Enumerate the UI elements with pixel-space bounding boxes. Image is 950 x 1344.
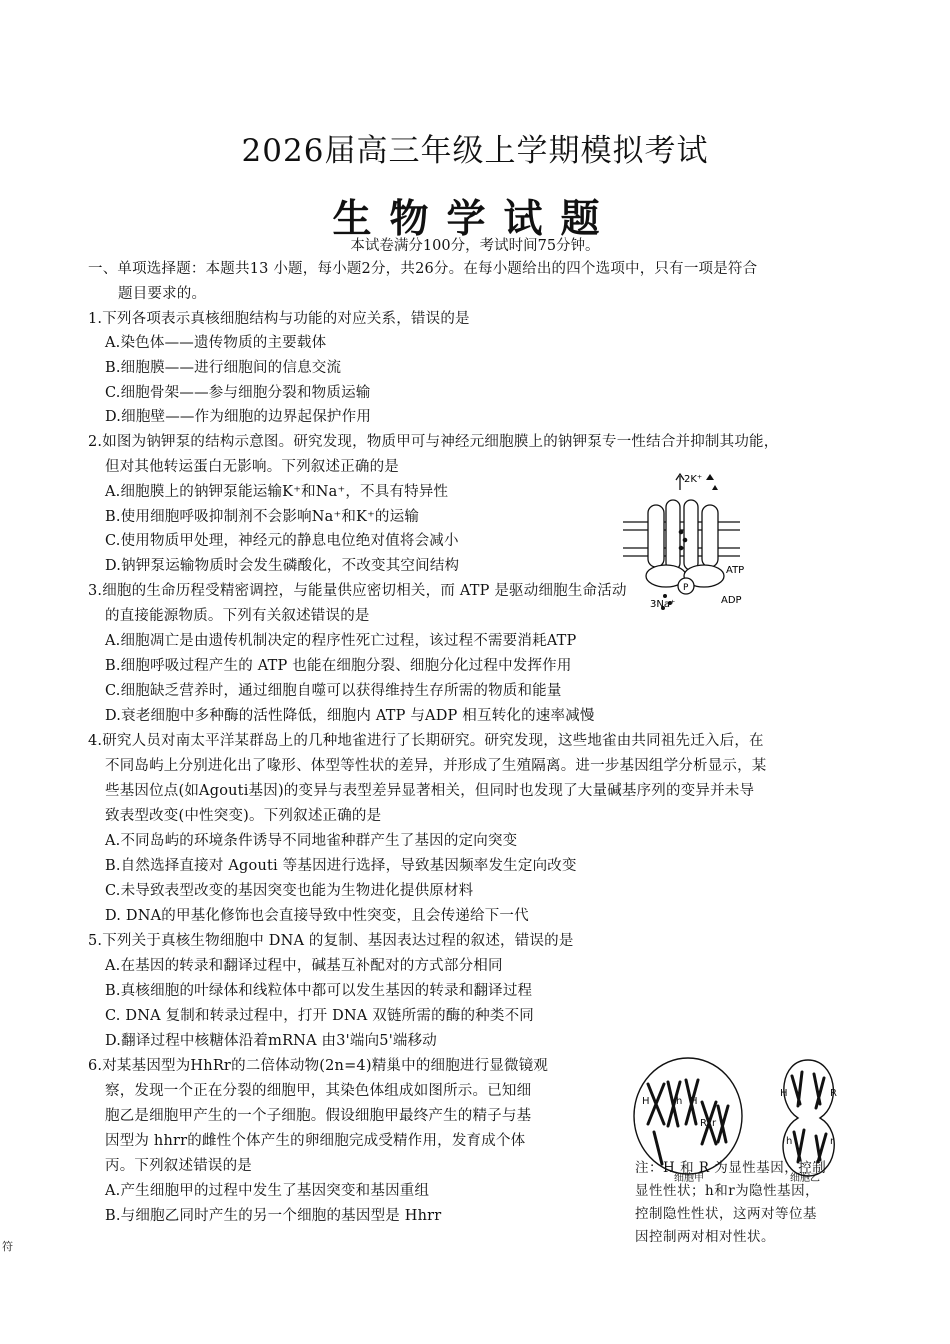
q2-option-b: B.使用细胞呼吸抑制剂不会影响Na⁺和K⁺的运输 [105, 509, 420, 525]
cell-a-gene-h1: H [642, 1096, 650, 1107]
q6-note-line2: 显性性状；h和r为隐性基因， [635, 1183, 820, 1199]
q6-stem-line3: 胞乙是细胞甲产生的一个子细胞。假设细胞甲最终产生的精子与基 [105, 1108, 532, 1124]
q6-note-line3: 控制隐性性状，这两对等位基 [635, 1206, 817, 1222]
q4-stem-line2: 不同岛屿上分别进化出了喙形、体型等性状的差异，并形成了生殖隔离。进一步基因组学分析显示，某 [105, 758, 767, 774]
pump-label-na: 3Na⁺ [650, 599, 676, 610]
q6-stem-line1: 6.对某基因型为HhRr的二倍体动物(2n=4)精巢中的细胞进行显微镜观 [88, 1058, 549, 1074]
q2-option-c: C.使用物质甲处理，神经元的静息电位绝对值将会减小 [105, 533, 459, 549]
q3-option-b: B.细胞呼吸过程产生的 ATP 也能在细胞分裂、细胞分化过程中发挥作用 [105, 658, 572, 674]
exam-title: 2026届高三年级上学期模拟考试 [241, 133, 709, 169]
q1-option-b: B.细胞膜——进行细胞间的信息交流 [105, 360, 342, 376]
cell-a-gene-r1: R [700, 1118, 707, 1129]
q1-option-d: D.细胞壁——作为细胞的边界起保护作用 [105, 409, 372, 425]
q4-stem-line4: 致表型改变(中性突变)。下列叙述正确的是 [105, 808, 382, 824]
q4-option-c: C.未导致表型改变的基因突变也能为生物进化提供原材料 [105, 883, 474, 899]
q4-stem-line1: 4.研究人员对南太平洋某群岛上的几种地雀进行了长期研究。研究发现，这些地雀由共同祖先迁入后，在 [88, 733, 764, 749]
q6-option-b: B.与细胞乙同时产生的另一个细胞的基因型是 Hhrr [105, 1208, 442, 1224]
cell-b-gene-h1: H [780, 1088, 788, 1099]
subject-title: 生物学试题 [332, 196, 618, 242]
q2-option-a: A.细胞膜上的钠钾泵能运输K⁺和Na⁺，不具有特异性 [105, 484, 449, 500]
cell-b-label: 细胞乙 [790, 1173, 820, 1184]
q6-note-line1: 注：H 和 R 为显性基因，控制 [635, 1160, 827, 1176]
q6-stem-line2: 察，发现一个正在分裂的细胞甲，其染色体组成如图所示。已知细 [105, 1083, 532, 1099]
q3-stem-line1: 3.细胞的生命历程受精密调控，与能量供应密切相关，而 ATP 是驱动细胞生命活动 [88, 583, 627, 599]
section-intro-line1: 一、单项选择题：本题共13 小题，每小题2分，共26分。在每小题给出的四个选项中，只有一项是符合 [88, 261, 758, 277]
q5-option-c: C. DNA 复制和转录过程中，打开 DNA 双链所需的酶的种类不同 [105, 1008, 534, 1024]
q6-note-line4: 因控制两对相对性状。 [635, 1229, 775, 1245]
pump-label-k: 2K⁺ [684, 474, 703, 485]
q5-option-d: D.翻译过程中核糖体沿着mRNA 由3'端向5'端移动 [105, 1033, 437, 1049]
q2-stem-line1: 2.如图为钠钾泵的结构示意图。研究发现，物质甲可与神经元细胞膜上的钠钾泵专一性结合并抑制其功能， [88, 434, 779, 450]
q2-stem-line2: 但对其他转运蛋白无影响。下列叙述正确的是 [105, 459, 399, 475]
q4-option-b: B.自然选择直接对 Agouti 等基因进行选择，导致基因频率发生定向改变 [105, 858, 577, 874]
q4-option-d: D. DNA的甲基化修饰也会直接导致中性突变，且会传递给下一代 [105, 908, 529, 924]
q1-stem: 1.下列各项表示真核细胞结构与功能的对应关系，错误的是 [88, 311, 470, 327]
section-intro-line2: 题目要求的。 [118, 286, 207, 302]
q5-stem: 5.下列关于真核生物细胞中 DNA 的复制、基因表达过程的叙述，错误的是 [88, 933, 574, 949]
cell-a-gene-r2: r [712, 1118, 717, 1129]
cell-b-gene-r2: r [830, 1136, 835, 1147]
q1-option-a: A.染色体——遗传物质的主要载体 [105, 335, 327, 351]
q4-option-a: A.不同岛屿的环境条件诱导不同地雀种群产生了基因的定向突变 [105, 833, 518, 849]
q4-stem-line3: 些基因位点(如Agouti基因)的变异与表型差异显著相关，但同时也发现了大量碱基序列的变异并未导 [105, 783, 755, 799]
exam-info: 本试卷满分100分，考试时间75分钟。 [350, 238, 600, 254]
q6-option-a: A.产生细胞甲的过程中发生了基因突变和基因重组 [105, 1183, 430, 1199]
q5-option-b: B.真核细胞的叶绿体和线粒体中都可以发生基因的转录和翻译过程 [105, 983, 533, 999]
q2-option-d: D.钠钾泵运输物质时会发生磷酸化，不改变其空间结构 [105, 558, 460, 574]
q3-option-d: D.衰老细胞中多种酶的活性降低，细胞内 ATP 与ADP 相互转化的速率减慢 [105, 708, 595, 724]
cell-a-gene-h3: H [690, 1096, 698, 1107]
cell-a-label: 细胞甲 [674, 1173, 704, 1184]
pump-label-adp: ADP [721, 595, 742, 606]
cell-b-gene-r1: R [830, 1088, 837, 1099]
q3-stem-line2: 的直接能源物质。下列有关叙述错误的是 [105, 608, 370, 624]
q3-option-c: C.细胞缺乏营养时，通过细胞自噬可以获得维持生存所需的物质和能量 [105, 683, 562, 699]
pump-label-p: P [683, 583, 689, 593]
q1-option-c: C.细胞骨架——参与细胞分裂和物质运输 [105, 385, 371, 401]
sodium-potassium-pump-figure [618, 470, 746, 615]
cell-b-gene-h2: h [786, 1136, 793, 1147]
q6-stem-line4: 因型为 hhrr的雌性个体产生的卵细胞完成受精作用，发育成个体 [105, 1133, 526, 1149]
q5-option-a: A.在基因的转录和翻译过程中，碱基互补配对的方式部分相同 [105, 958, 503, 974]
pump-label-atp: ATP [726, 565, 745, 576]
q3-option-a: A.细胞凋亡是由遗传机制决定的程序性死亡过程，该过程不需要消耗ATP [105, 633, 577, 649]
q6-stem-line5: 丙。下列叙述错误的是 [105, 1158, 252, 1174]
side-mark: 符 [2, 1240, 13, 1253]
cell-a-gene-h2: h [676, 1096, 683, 1107]
